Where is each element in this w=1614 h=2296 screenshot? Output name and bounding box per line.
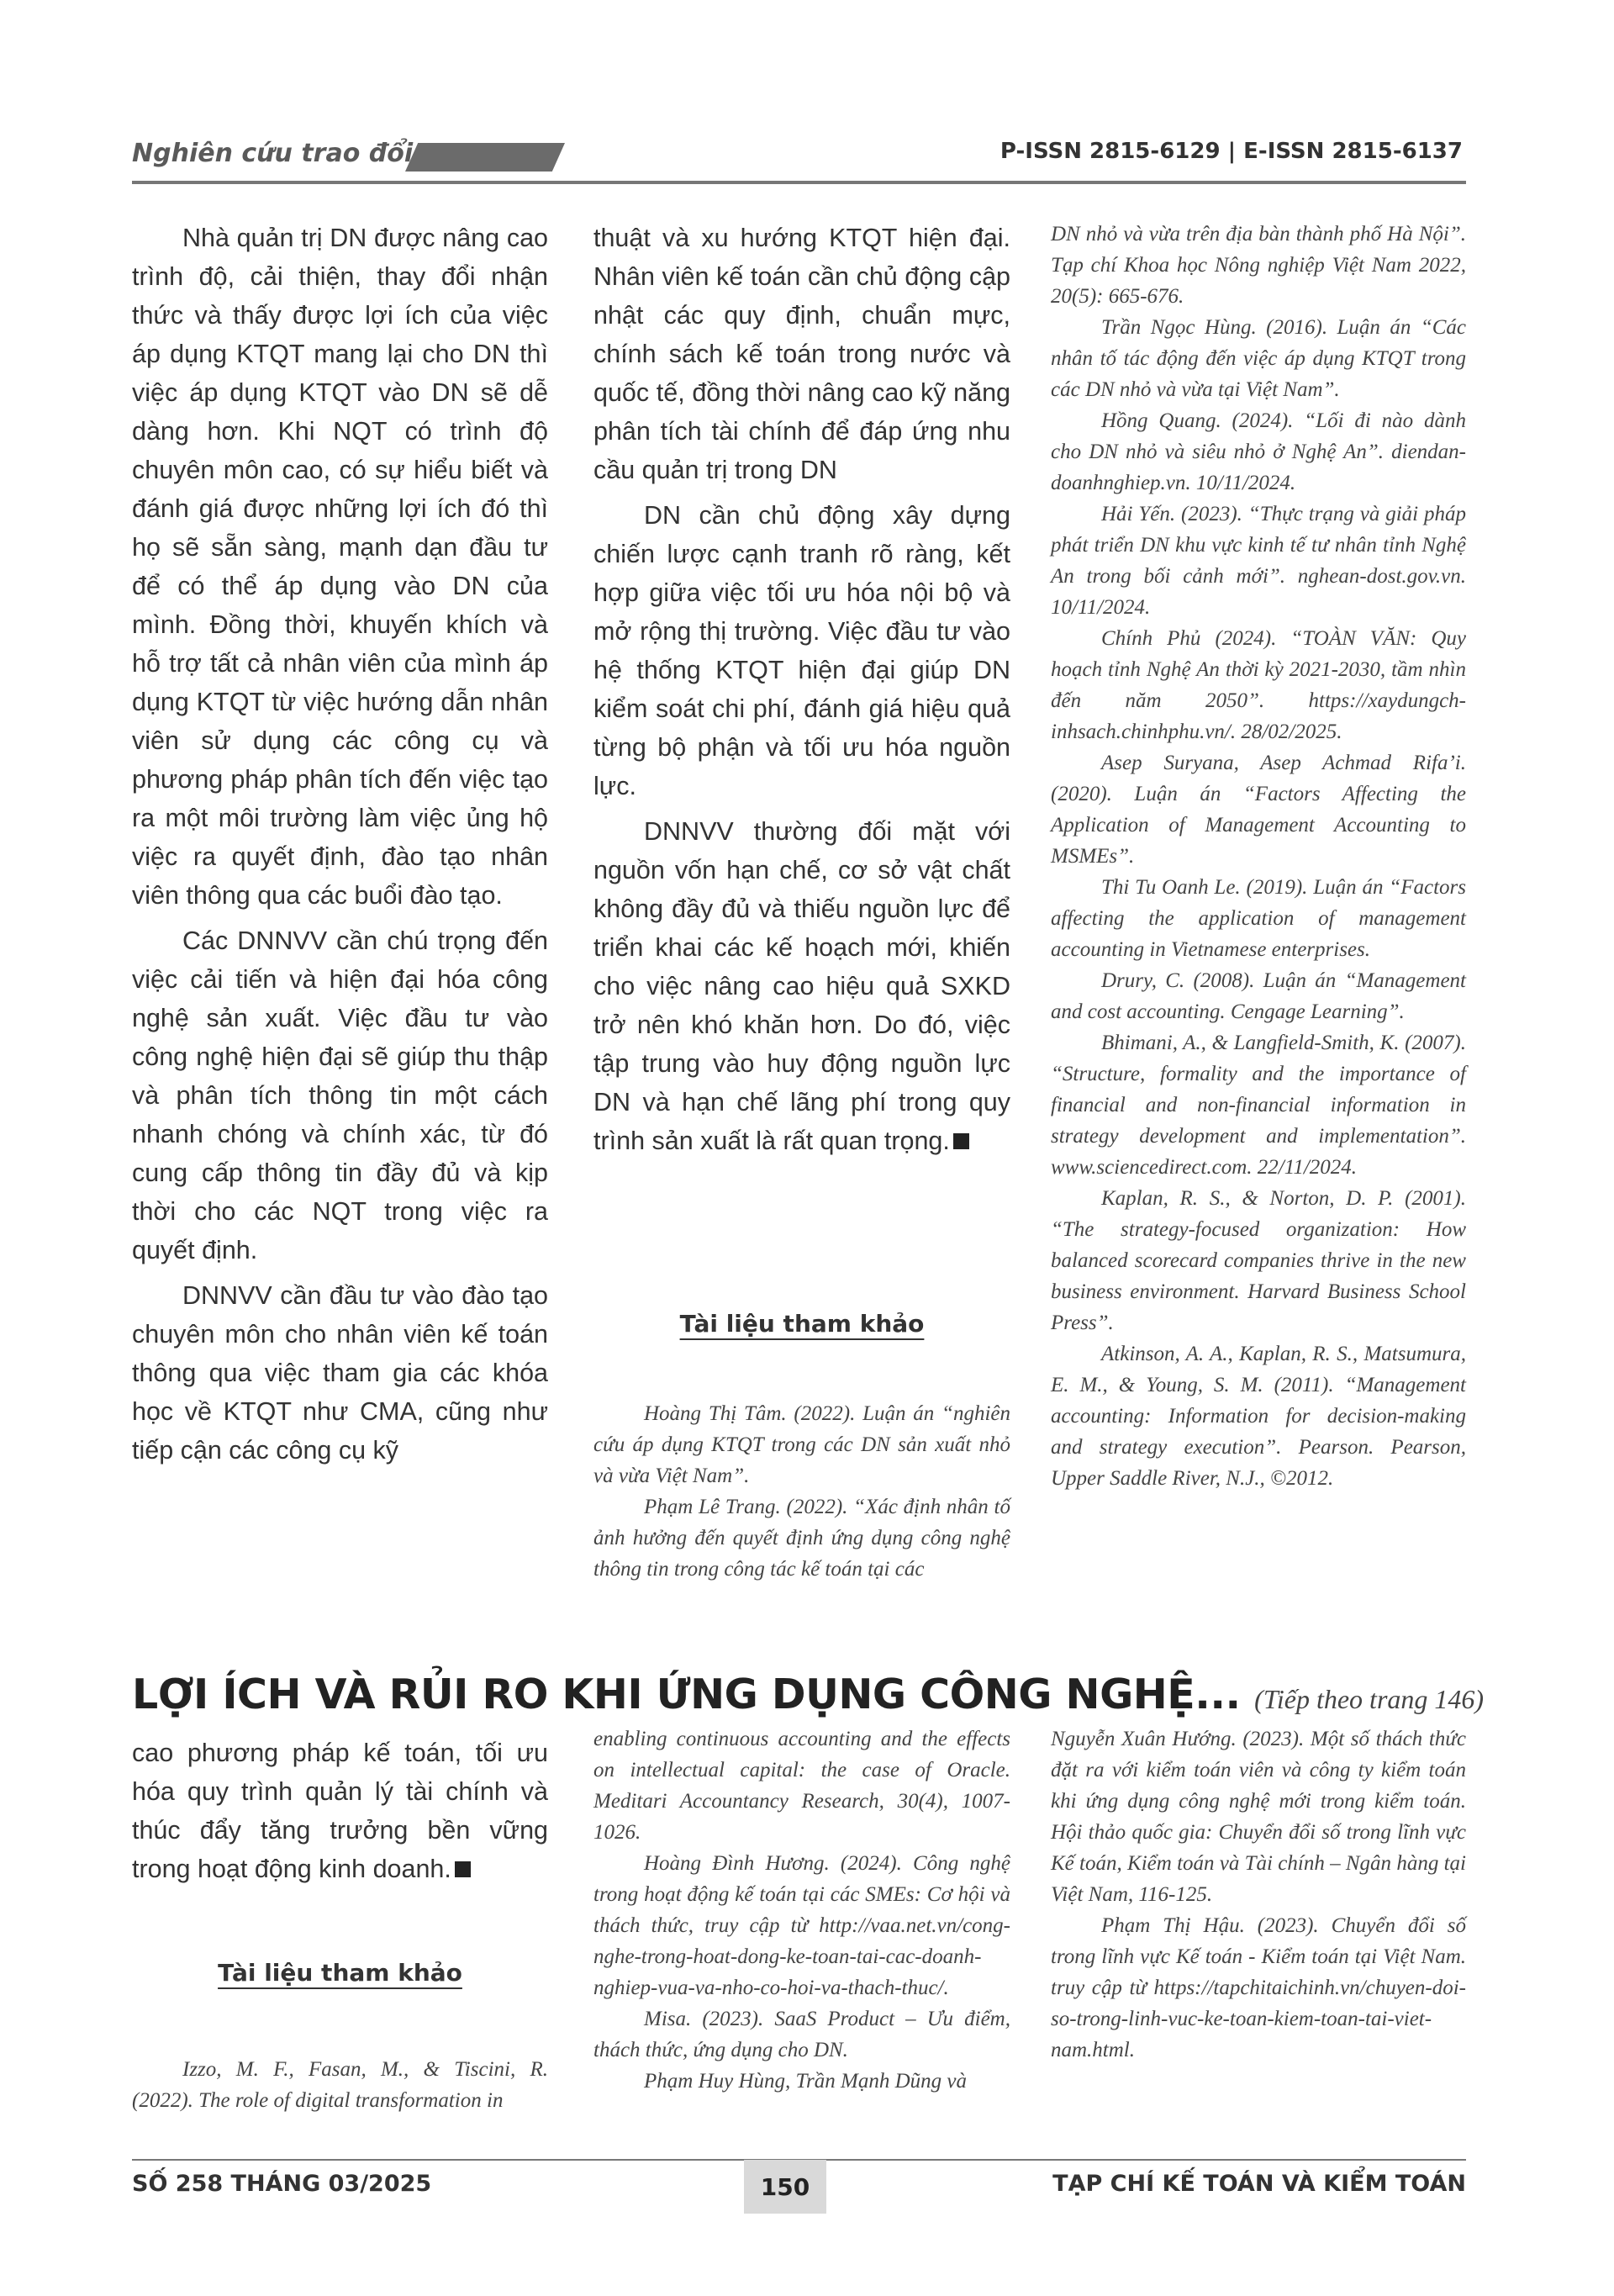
article1-col2	[593, 219, 1010, 1160]
reference-item: Izzo, M. F., Fasan, M., & Tiscini, R. (2022). The role of digital transformation in	[132, 2058, 548, 2112]
references-heading: Tài liệu tham khảo	[218, 1959, 462, 1987]
reference-item: Asep Suryana, Asep Achmad Rifa’i. (2020). Luận án “Factors Affecting the Application of Management Accounting to MSMEs”.	[1051, 752, 1466, 868]
header-rule	[132, 181, 1466, 184]
reference-item: Hoàng Thị Tâm. (2022). Luận án “nghiên cứu áp dụng KTQT trong các DN sản xuất nhỏ và vừa Việt Nam”.	[593, 1402, 1010, 1487]
reference-item: Phạm Thị Hậu. (2023). Chuyển đổi số trong lĩnh vực Kế toán - Kiểm toán tại Việt Nam. truy cập từ https://tapchitaichinh.vn/chuyen-doi-so-trong-linh-vuc-ke-toan-kiem-toan-tai-viet-nam.html.	[1051, 1914, 1466, 2061]
paragraph-text: DNNVV thường đối mặt với nguồn vốn hạn chế, cơ sở vật chất không đầy đủ và thiếu nguồn lực để triển khai các kế hoạch mới, khiến cho việc nâng cao hiệu quả SXKD trở nên khó khăn hơn. Do đó, việc tập trung vào huy động nguồn lực DN và hạn chế lãng phí trong quy trình sản xuất là rất quan trọng.	[593, 817, 1010, 1155]
article2-refs-col3	[1051, 1723, 1466, 2066]
reference-item: Atkinson, A. A., Kaplan, R. S., Matsumura, E. M., & Young, S. M. (2011). “Management accounting: Information for decision-making and strategy execution”. Pearson. Pearson, Upper Saddle River, N.J., ©2012.	[1051, 1343, 1466, 1490]
issue-label: SỐ 258 THÁNG 03/2025	[132, 2171, 432, 2197]
paragraph: Nhà quản trị DN được nâng cao trình độ, cải thiện, thay đổi nhận thức và thấy được lợi ích của việc áp dụng KTQT mang lại cho DN thì việc áp dụng KTQT vào DN sẽ dễ dàng hơn. Khi NQT có trình độ chuyên môn cao, có sự hiểu biết và đánh giá được những lợi ích đó thì họ sẽ sẵn sàng, mạnh dạn đầu tư để có thể áp dụng vào DN của mình. Đồng thời, khuyến khích và hỗ trợ tất cả nhân viên của mình áp dụng KTQT từ việc hướng dẫn nhân viên sử dụng các công cụ và phương pháp phân tích đến việc tạo ra một môi trường làm việc ủng hộ việc ra quyết định, đào tạo nhân viên thông qua các buổi đào tạo.	[132, 224, 548, 910]
article2-refs-col2	[593, 1723, 1010, 2097]
end-mark-icon	[953, 1133, 969, 1149]
paragraph	[132, 1734, 548, 1888]
article1-refs-col3	[1051, 219, 1466, 1494]
reference-item: Hải Yến. (2023). “Thực trạng và giải pháp phát triển DN khu vực kinh tế tư nhân tỉnh Nghệ An trong bối cảnh mới”. nghean-dost.gov.vn. 10/11/2024.	[1051, 503, 1466, 619]
reference-item: enabling continuous accounting and the effects on intellectual capital: the case of Oracle. Meditari Accountancy Research, 30(4), 1007-1026.	[593, 1728, 1010, 1844]
article2-col1	[132, 1734, 548, 1888]
reference-item: Nguyễn Xuân Hướng. (2023). Một số thách thức đặt ra với kiểm toán viên và công ty kiểm toán khi ứng dụng công nghệ mới trong kiểm toán. Hội thảo quốc gia: Chuyển đổi số trong lĩnh vực Kế toán, Kiểm toán và Tài chính – Ngân hàng tại Việt Nam, 116-125.	[1051, 1728, 1466, 1906]
reference-item: Hồng Quang. (2024). “Lối đi nào dành cho DN nhỏ và siêu nhỏ ở Nghệ An”. diendan-doanhnghiep.vn. 10/11/2024.	[1051, 409, 1466, 494]
reference-item: Thi Tu Oanh Le. (2019). Luận án “Factors affecting the application of management accounting in Vietnamese enterprises.	[1051, 876, 1466, 961]
reference-item: Misa. (2023). SaaS Product – Ưu điểm, thách thức, ứng dụng cho DN.	[593, 2008, 1010, 2061]
section-label: Nghiên cứu trao đổi	[132, 139, 414, 168]
paragraph	[593, 812, 1010, 1160]
references-heading: Tài liệu tham khảo	[679, 1310, 925, 1338]
article2-refs-col1	[132, 2054, 548, 2116]
reference-item: Chính Phủ (2024). “TOÀN VĂN: Quy hoạch tỉnh Nghệ An thời kỳ 2021-2030, tầm nhìn đến năm 2050”. https://xaydungch-inhsach.chinhphu.vn/. 28/02/2025.	[1051, 627, 1466, 743]
paragraph: DNNVV cần đầu tư vào đào tạo chuyên môn cho nhân viên kế toán thông qua việc tham gia các khóa học về KTQT như CMA, cũng như tiếp cận các công cụ kỹ	[132, 1281, 548, 1465]
reference-item: DN nhỏ và vừa trên địa bàn thành phố Hà Nội”. Tạp chí Khoa học Nông nghiệp Việt Nam 2022, 20(5): 665-676.	[1051, 223, 1466, 308]
end-mark-icon	[455, 1861, 471, 1877]
paragraph: Các DNNVV cần chú trọng đến việc cải tiến và hiện đại hóa công nghệ sản xuất. Việc đầu tư vào công nghệ hiện đại sẽ giúp thu thập và phân tích thông tin một cách nhanh chóng và chính xác, từ đó cung cấp thông tin đầy đủ và kịp thời cho các NQT trong việc ra quyết định.	[132, 926, 548, 1264]
reference-item: Phạm Huy Hùng, Trần Mạnh Dũng và	[644, 2070, 968, 2093]
page-number: 150	[744, 2160, 826, 2214]
reference-item: Hoàng Đình Hương. (2024). Công nghệ trong hoạt động kế toán tại các SMEs: Cơ hội và thách thức, truy cập từ http://vaa.net.vn/cong-nghe-trong-hoat-dong-ke-toan-tai-cac-doanh-nghiep-vua-va-nho-co-hoi-va-thach-thuc/.	[593, 1852, 1010, 1999]
paragraph: DN cần chủ động xây dựng chiến lược cạnh tranh rõ ràng, kết hợp giữa việc tối ưu hóa nội bộ và mở rộng thị trường. Việc đầu tư vào hệ thống KTQT hiện đại giúp DN kiểm soát chi phí, đánh giá hiệu quả từng bộ phận và tối ưu hóa nguồn lực.	[593, 501, 1010, 800]
paragraph: thuật và xu hướng KTQT hiện đại. Nhân viên kế toán cần chủ động cập nhật các quy định, chuẩn mực, chính sách kế toán trong nước và quốc tế, đồng thời nâng cao kỹ năng phân tích tài chính để đáp ứng nhu cầu quản trị trong DN	[593, 224, 1010, 484]
issn-label: P-ISSN 2815-6129 | E-ISSN 2815-6137	[1000, 139, 1463, 164]
paragraph-text: cao phương pháp kế toán, tối ưu hóa quy trình quản lý tài chính và thúc đẩy tăng trưởng bền vững trong hoạt động kinh doanh.	[132, 1739, 548, 1883]
reference-item: Drury, C. (2008). Luận án “Management and cost accounting. Cengage Learning”.	[1051, 969, 1466, 1023]
continued-note: (Tiếp theo trang 146)	[1254, 1684, 1485, 1714]
article1-refs-col2	[593, 1398, 1010, 1585]
reference-item: Kaplan, R. S., & Norton, D. P. (2001). “The strategy-focused organization: How balanced scorecard companies thrive in the new business environment. Harvard Business School Press”.	[1051, 1187, 1466, 1334]
reference-item: Phạm Lê Trang. (2022). “Xác định nhân tố ảnh hưởng đến quyết định ứng dụng công nghệ thông tin trong công tác kế toán tại các	[593, 1496, 1010, 1581]
reference-item: Trần Ngọc Hùng. (2016). Luận án “Các nhân tố tác động đến việc áp dụng KTQT trong các DN nhỏ và vừa tại Việt Nam”.	[1051, 316, 1466, 401]
journal-name: TẠP CHÍ KẾ TOÁN VÀ KIỂM TOÁN	[1052, 2171, 1466, 2197]
article2-title	[132, 1671, 1484, 1718]
reference-item: Bhimani, A., & Langfield-Smith, K. (2007). “Structure, formality and the importance of financial and non-financial information in strategy development and implementation”. www.sciencedirect.com. 22/11/2024.	[1051, 1032, 1466, 1179]
article2-title-text: LỢI ÍCH VÀ RỦI RO KHI ỨNG DỤNG CÔNG NGHỆ...	[132, 1671, 1241, 1718]
article1-col1	[132, 219, 548, 1470]
header-decor-bar	[405, 143, 565, 172]
